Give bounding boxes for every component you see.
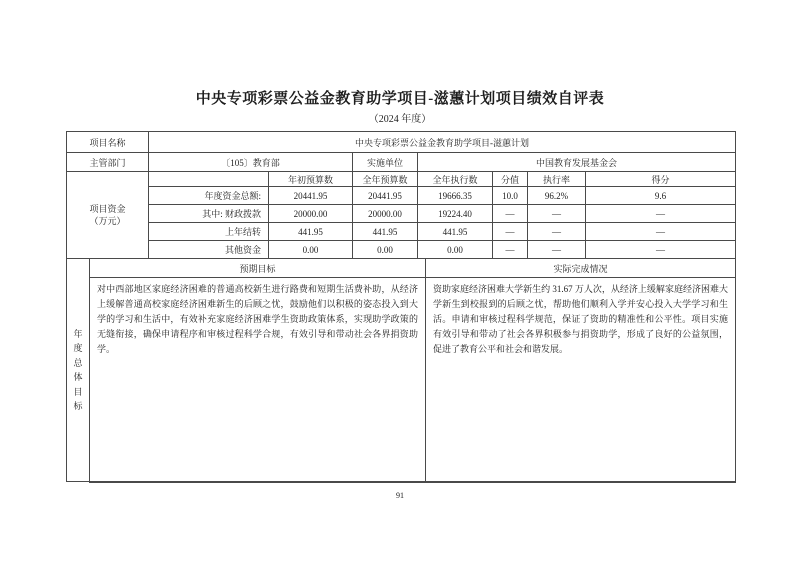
- funding-cell: 0.00: [418, 241, 493, 259]
- funding-header-execution-rate: 执行率: [528, 172, 586, 187]
- funding-cell: 441.95: [418, 223, 493, 241]
- funding-row-fiscal-label: 其中: 财政拨款: [149, 205, 269, 223]
- funding-cell: —: [528, 205, 586, 223]
- project-name-label: 项目名称: [67, 132, 149, 153]
- funding-header-annual-budget: 全年预算数: [353, 172, 418, 187]
- funding-cell: 441.95: [269, 223, 353, 241]
- funding-header-annual-execution: 全年执行数: [418, 172, 493, 187]
- funding-row-total-label: 年度资金总额:: [149, 187, 269, 205]
- annual-goal-section-label: [67, 259, 90, 482]
- funding-cell: 96.2%: [528, 187, 586, 205]
- doc-subtitle: （2024 年度）: [368, 114, 432, 125]
- funding-cell: 20441.95: [269, 187, 353, 205]
- page-number: 91: [396, 491, 404, 500]
- funding-header-initial-budget: 年初预算数: [269, 172, 353, 187]
- dept-label: 主管部门: [67, 153, 149, 172]
- annual-goal-vertical-text: 年度总体目标: [73, 328, 83, 411]
- funding-section-label: [67, 172, 149, 259]
- funding-cell: —: [528, 223, 586, 241]
- table-row: [67, 259, 736, 278]
- actual-completion-header: 实际完成情况: [426, 259, 736, 278]
- table-row: [67, 132, 736, 153]
- dept-value: 〔105〕教育部: [149, 153, 353, 172]
- funding-cell: —: [586, 223, 736, 241]
- funding-cell: —: [528, 241, 586, 259]
- impl-unit-label: 实施单位: [353, 153, 418, 172]
- table-row: [67, 241, 736, 259]
- funding-cell: 0.00: [353, 241, 418, 259]
- table-row: [67, 153, 736, 172]
- funding-section-label-line1: 项目资金: [89, 204, 126, 214]
- funding-cell: —: [493, 223, 528, 241]
- funding-row-other-label: 其他资金: [149, 241, 269, 259]
- funding-cell: —: [493, 241, 528, 259]
- funding-header-score-value: 分值: [493, 172, 528, 187]
- expected-goal-header: 预期目标: [90, 259, 426, 278]
- funding-cell: 10.0: [493, 187, 528, 205]
- table-row: [67, 278, 736, 482]
- table-row: [67, 172, 736, 187]
- table-row: [67, 223, 736, 241]
- funding-cell: 441.95: [353, 223, 418, 241]
- funding-cell: 20441.95: [353, 187, 418, 205]
- funding-header-score: 得分: [586, 172, 736, 187]
- funding-header-empty: [149, 172, 269, 187]
- funding-cell: —: [586, 205, 736, 223]
- funding-cell: —: [586, 241, 736, 259]
- funding-cell: 19666.35: [418, 187, 493, 205]
- funding-cell: —: [493, 205, 528, 223]
- project-name-value: 中央专项彩票公益金教育助学项目-滋蕙计划: [149, 132, 736, 153]
- actual-completion-text: 资助家庭经济困难大学新生约 31.67 万人次，从经济上缓解家庭经济困难大学新生到校报到的后顾之忧，帮助他们顺利入学并安心投入大学学习和生活。申请和审核过程科学规范，保证了资助的精准性和公平性。项目实施有效引导和带动了社会各界积极参与捐资助学，形成了良好的公益氛围，促进了教育公平和社会和谐发展。: [426, 278, 736, 482]
- funding-cell: 19224.40: [418, 205, 493, 223]
- funding-cell: 9.6: [586, 187, 736, 205]
- funding-cell: 20000.00: [269, 205, 353, 223]
- self-evaluation-table: [66, 131, 736, 483]
- expected-goal-text: 对中西部地区家庭经济困难的普通高校新生进行路费和短期生活费补助，从经济上缓解普通高校家庭经济困难新生的后顾之忧，鼓励他们以积极的姿态投入到大学的学习和生活中，有效补充家庭经济困难学生资助政策体系，实现助学政策的无缝衔接，确保申请程序和审核过程科学合规，有效引导和带动社会各界捐资助学。: [90, 278, 426, 482]
- annual-goals-table: [66, 258, 736, 483]
- impl-unit-value: 中国教育发展基金会: [418, 153, 736, 172]
- project-info-funding-table: [66, 131, 736, 259]
- funding-cell: 20000.00: [353, 205, 418, 223]
- table-row: [67, 187, 736, 205]
- funding-section-label-line2: （万元）: [89, 216, 126, 226]
- doc-title: 中央专项彩票公益金教育助学项目-滋蕙计划项目绩效自评表: [195, 91, 605, 107]
- table-row: [67, 205, 736, 223]
- funding-cell: 0.00: [269, 241, 353, 259]
- funding-row-carryover-label: 上年结转: [149, 223, 269, 241]
